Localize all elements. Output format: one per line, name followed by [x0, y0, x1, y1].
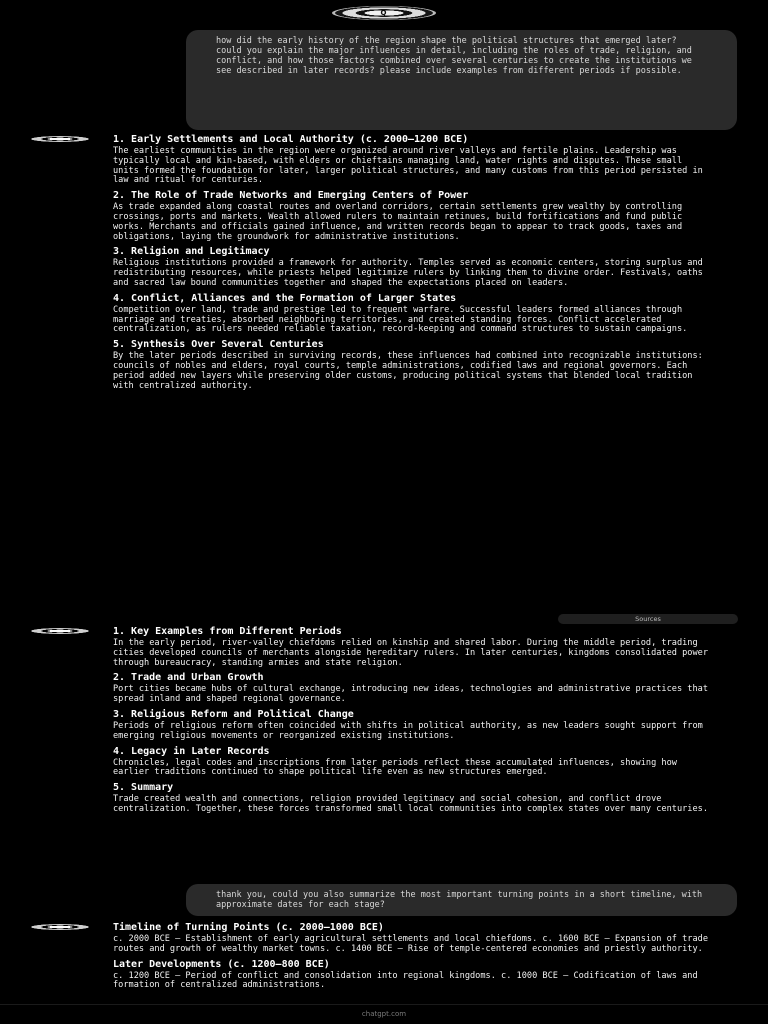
section-paragraph: The earliest communities in the region were organized around river valleys and fertile plains. Leadership was typically local and kin-based, with elders or chieftains managing land, water rights and disputes. These small units formed the foundation for later, larger political structures, and many customs from this period persisted in law and ritual for centuries. — [113, 146, 703, 186]
section-heading: 4. Conflict, Alliances and the Formation of Larger States — [113, 292, 457, 304]
assistant-message-body — [113, 922, 711, 1000]
sources-button-label: Sources — [635, 615, 661, 623]
footer — [0, 1008, 768, 1020]
section-paragraph: Trade created wealth and connections, religion provided legitimacy and social cohesion, and conflict drove centralization. Together, these forces transformed small local communities into complex states over many centuries. — [113, 794, 708, 814]
section-heading: 1. Key Examples from Different Periods — [113, 626, 342, 637]
section-heading: 2. Trade and Urban Growth — [113, 672, 264, 684]
sources-button[interactable] — [558, 614, 738, 624]
assistant-avatar-icon — [31, 924, 89, 930]
footer-text: chatgpt.com — [361, 1010, 407, 1018]
section-paragraph: Periods of religious reform often coincided with shifts in political authority, as new leaders sought support from emerging religious movements or reorganized existing institutions. — [113, 720, 703, 741]
user-message-text: thank you, could you also summarize the most important turning points in a short timeline, with approximate dates for each stage? — [216, 890, 703, 910]
section-heading: 4. Legacy in Later Records — [113, 745, 270, 757]
footer-divider — [0, 1004, 768, 1005]
assistant-message-body — [113, 626, 711, 878]
section-heading: 2. The Role of Trade Networks and Emerging Centers of Power — [113, 190, 469, 202]
assistant-avatar-icon — [31, 628, 89, 634]
assistant-message-body — [113, 134, 711, 610]
section-heading: 3. Religious Reform and Political Change — [113, 708, 354, 720]
section-heading: Timeline of Turning Points (c. 2000–1000 BCE) — [113, 922, 384, 933]
section-heading: 1. Early Settlements and Local Authority (c. 2000–1200 BCE) — [113, 134, 469, 145]
section-paragraph: In the early period, river-valley chiefdoms relied on kinship and shared labor. During the middle period, trading cities developed councils of merchants alongside hereditary rulers. In later centuries, kingdoms consolidated power through bureaucracy, standing armies and state religion. — [113, 638, 708, 668]
section-paragraph: As trade expanded along coastal routes and overland corridors, certain settlements grew wealthy by controlling crossings, ports and markets. Wealth allowed rulers to maintain retinues, build fortifications and fund public works. Merchants and officials gained influence, and written records began to appear to track goods, taxes and obligations, laying the groundwork for administrative institutions. — [113, 202, 683, 242]
section-paragraph: Religious institutions provided a framework for authority. Temples served as economic centers, storing surplus and redistributing resources, while priests helped legitimize rulers by linking them to divine order. Festivals, oaths and sacred law bound communities together and shaped the expectations placed on leaders. — [113, 258, 703, 288]
section-heading: 3. Religion and Legitimacy — [113, 246, 270, 258]
section-paragraph: c. 2000 BCE — Establishment of early agricultural settlements and local chiefdoms. c. 1600 BCE — Expansion of trade routes and growth of wealthy market towns. c. 1400 BCE — Rise of temple-centered economies and priestly authority. — [113, 934, 708, 954]
section-paragraph: Chronicles, legal codes and inscriptions from later periods reflect these accumulated influences, showing how earlier traditions continued to shape political life even as new structures emerged. — [113, 757, 677, 778]
section-paragraph: By the later periods described in surviving records, these influences had combined into recognizable institutions: councils of nobles and elders, royal courts, temple administrations, codified laws and regional governors. Each period added new layers while preserving older customs, producing political systems that blended local tradition with centralized authority. — [113, 351, 703, 391]
assistant-avatar-icon — [31, 136, 89, 142]
section-heading: Later Developments (c. 1200–800 BCE) — [113, 958, 330, 970]
section-heading: 5. Summary — [113, 782, 174, 794]
user-message-1 — [186, 30, 737, 130]
section-paragraph: Port cities became hubs of cultural exchange, introducing new ideas, technologies and administrative practices that spread inland and shaped regional governance. — [113, 684, 708, 705]
section-paragraph: c. 1200 BCE — Period of conflict and consolidation into regional kingdoms. c. 1000 BCE — Codification of laws and formation of centralized administrations. — [113, 970, 698, 991]
user-message-2 — [186, 884, 737, 916]
app-logo-icon[interactable]: Q — [332, 6, 436, 20]
section-paragraph: Competition over land, trade and prestige led to frequent warfare. Successful leaders formed alliances through marriage and treaties, absorbed neighboring territories, and created standing forces. Conflict accelerated centralization, as rulers needed reliable taxation, record-keeping and command structures to sustain campaigns. — [113, 304, 688, 335]
app-header — [0, 4, 768, 22]
user-message-text: how did the early history of the region shape the political structures that emerged later? could you explain the major influences in detail, including the roles of trade, religion, and conflict, and how those factors combined over several centuries to create the institutions we see described in later records? please include examples from different periods if possible. — [216, 36, 692, 76]
section-heading: 5. Synthesis Over Several Centuries — [113, 339, 324, 351]
